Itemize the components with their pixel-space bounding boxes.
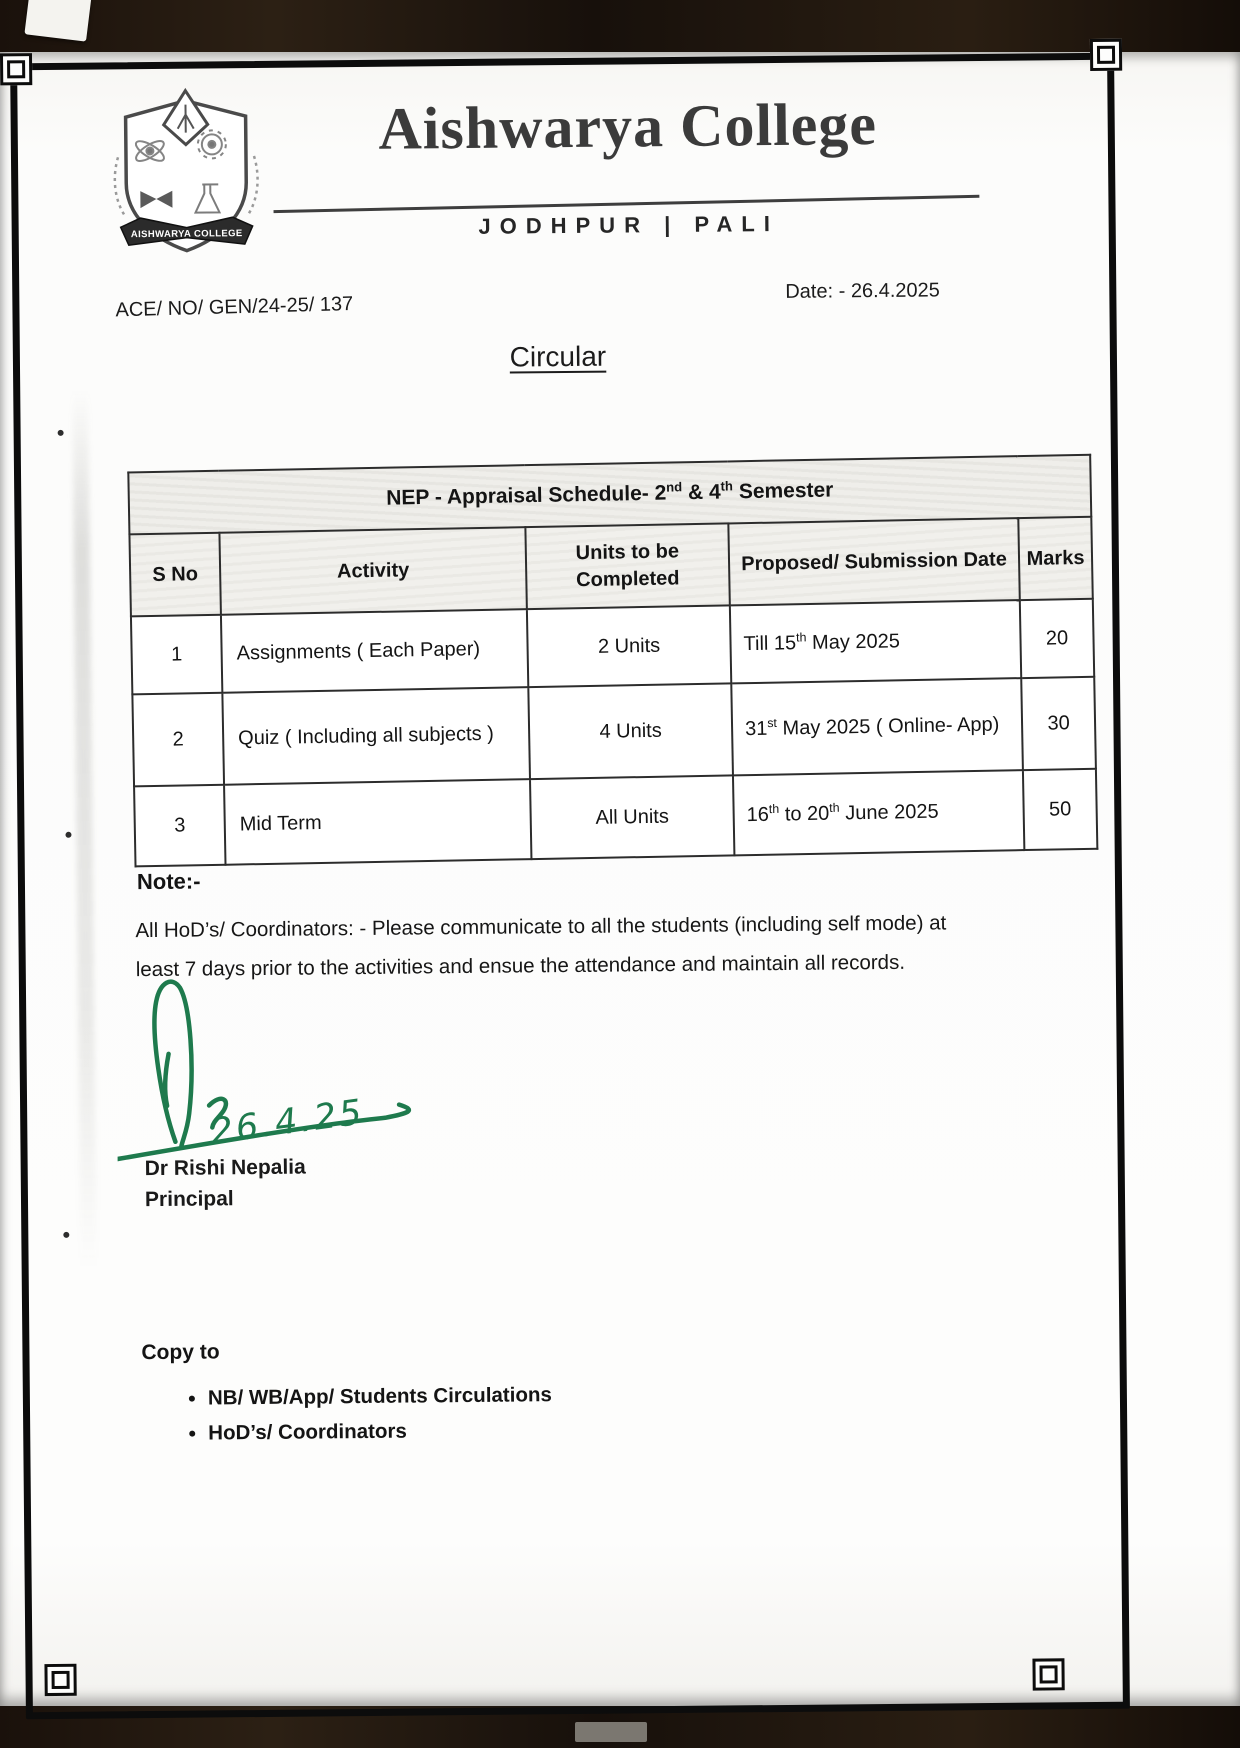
col-header-marks: Marks [1018, 517, 1093, 600]
cell-marks: 50 [1023, 769, 1098, 850]
cell-activity: Mid Term [224, 779, 531, 865]
principal-signature [116, 969, 698, 1220]
scan-speck [58, 430, 64, 436]
cell-marks: 30 [1021, 677, 1096, 770]
reference-number: ACE/ NO/ GEN/24-25/ 137 [115, 292, 354, 322]
cell-marks: 20 [1020, 599, 1094, 678]
laurel-right-icon [248, 156, 258, 214]
college-location-line: JODHPUR | PALI [478, 210, 779, 239]
cell-activity: Assignments ( Each Paper) [221, 609, 528, 693]
cell-sno: 1 [131, 615, 222, 695]
cell-date: Till 15th May 2025 [730, 600, 1021, 683]
desk-artifact [575, 1722, 647, 1742]
copy-to-item: • NB/ WB/App/ Students Circulations [208, 1383, 552, 1410]
paper-scrap-artifact [24, 0, 91, 42]
crest-banner-text: AISHWARYA COLLEGE [130, 228, 243, 241]
note-heading: Note:- [136, 868, 201, 895]
cell-units: All Units [530, 775, 734, 859]
signature-stroke [165, 1054, 169, 1106]
scanned-paper [0, 52, 1240, 1706]
cell-units: 4 Units [528, 683, 733, 779]
document-border-frame [10, 53, 1130, 1720]
copy-to-heading: Copy to [141, 1340, 220, 1365]
signature-handwritten-date: 26.4.25 [208, 1092, 367, 1153]
table-row [134, 769, 1097, 867]
scan-smudge [72, 390, 96, 1270]
cell-activity: Quiz ( Including all subjects ) [222, 687, 530, 785]
document-date: Date: - 26.4.2025 [785, 279, 940, 303]
table-title: NEP - Appraisal Schedule- 2nd & 4th Semester [128, 455, 1091, 535]
scan-speck [63, 1232, 69, 1238]
college-crest-logo [105, 86, 267, 263]
note-body: All HoD’s/ Coordinators: - Please communicate to all the students (including self mode) at least 7 days prior to the activities and ensue the attendance and maintain all records. [135, 911, 947, 982]
scan-speck [65, 832, 71, 838]
college-name: Aishwarya College [378, 91, 878, 162]
laurel-left-icon [115, 157, 125, 215]
signatory-name: Dr Rishi Nepalia [144, 1155, 306, 1181]
cell-date: 31st May 2025 ( Online- App) [731, 678, 1023, 775]
col-header-sno: S No [129, 533, 220, 617]
cell-units: 2 Units [527, 605, 731, 687]
appraisal-schedule-table [127, 454, 1098, 868]
document-content [17, 60, 1123, 1712]
copy-to-item: • HoD’s/ Coordinators [208, 1418, 552, 1445]
cell-sno: 2 [132, 693, 224, 787]
copy-to-list [188, 1383, 553, 1456]
signature-stroke [154, 981, 192, 1146]
document-title: Circular [509, 340, 607, 373]
col-header-units: Units to be Completed [525, 523, 729, 609]
col-header-activity: Activity [219, 527, 526, 615]
col-header-date: Proposed/ Submission Date [728, 518, 1019, 605]
signatory-designation: Principal [144, 1187, 234, 1212]
table-row [132, 677, 1096, 787]
cell-date: 16th to 20th June 2025 [733, 770, 1024, 855]
cell-sno: 3 [134, 785, 225, 867]
